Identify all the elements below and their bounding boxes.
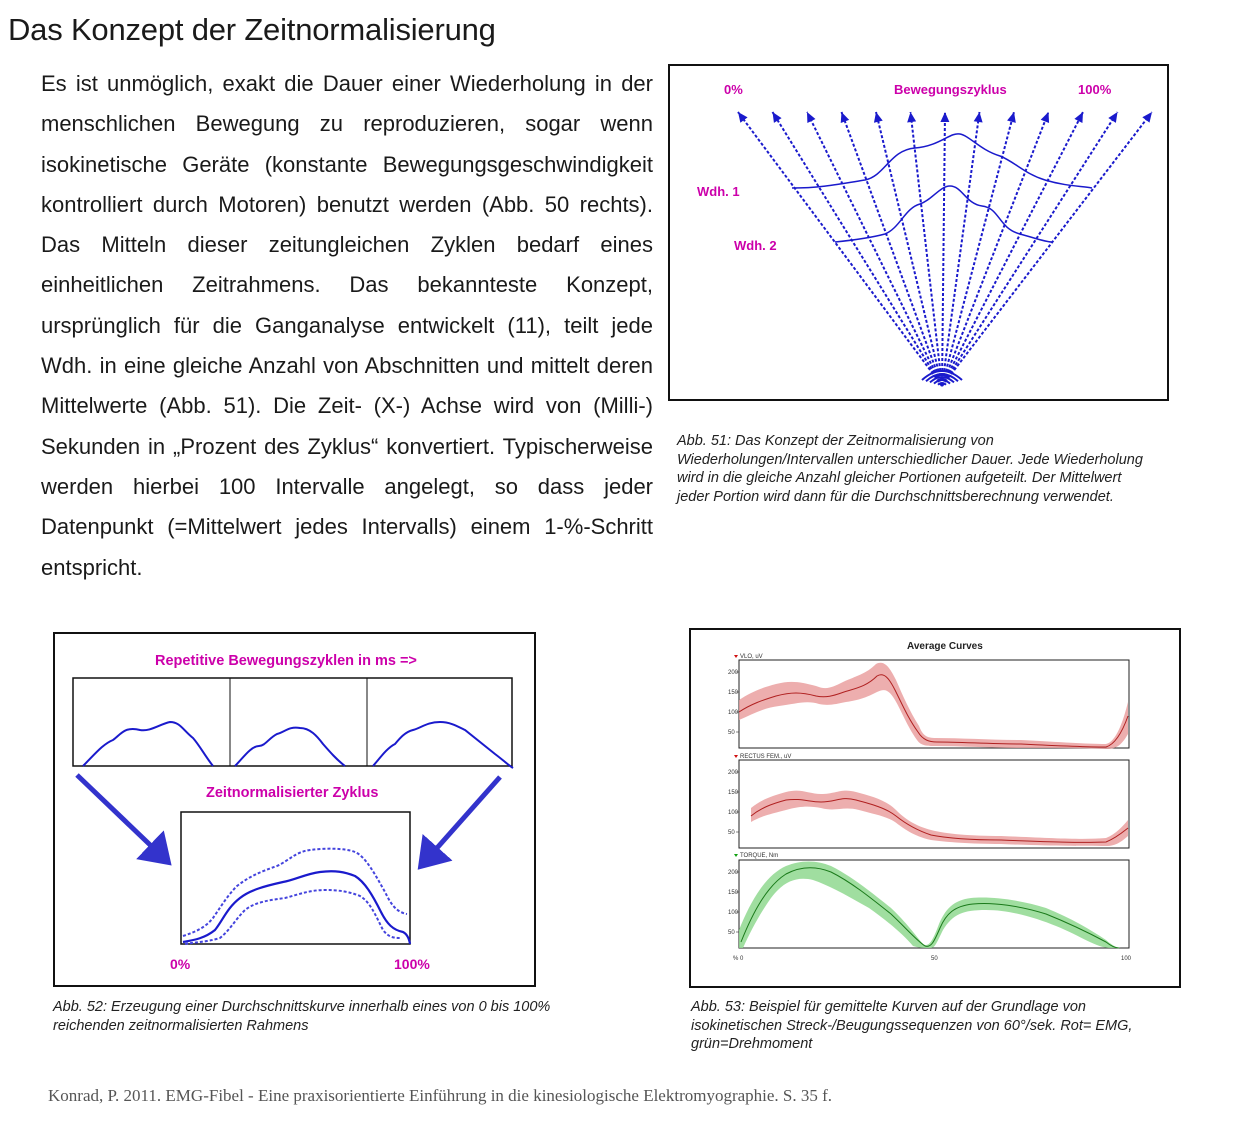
fan-arrowhead: [1108, 112, 1117, 123]
fan-line: [942, 112, 1083, 386]
fan-arrowhead: [738, 112, 748, 123]
figure-52-averaging: [53, 632, 536, 987]
citation-footer: Konrad, P. 2011. EMG-Fibel - Eine praxisorientierte Einführung in die kinesiologische Elektromyographie. S. 35 f.: [48, 1086, 833, 1105]
rectus-marker: [734, 755, 738, 758]
rep1-curve: [792, 134, 1092, 188]
upper-sd-curve: [183, 849, 407, 936]
ytick-label: 150: [728, 690, 739, 696]
ytick-label: 200: [728, 670, 739, 676]
mean-curve: [183, 871, 410, 944]
panel-vlo-label: VLO, uV: [740, 654, 763, 660]
cycle-curve-1: [83, 722, 213, 766]
cycle-curve-2: [235, 728, 345, 766]
figure-51-time-normalization: [668, 64, 1169, 401]
fan-line: [807, 112, 942, 386]
figure-53-average-curves: [689, 628, 1181, 988]
torque-marker: [734, 854, 738, 857]
fig51-label-rep1: Wdh. 1: [697, 184, 740, 199]
fig51-label-end: 100%: [1078, 82, 1112, 97]
fan-line: [942, 112, 1118, 386]
fan-arrowhead: [874, 112, 883, 123]
ytick-label: 150: [728, 790, 739, 796]
xtick-label: 100: [1121, 956, 1132, 962]
xtick-label: % 0: [733, 956, 744, 962]
fan-line: [942, 112, 1014, 386]
ytick-label: 100: [728, 910, 739, 916]
fan-arrowhead: [940, 112, 949, 122]
ytick-label: 200: [728, 870, 739, 876]
fan-arrowhead: [1142, 112, 1152, 123]
figure-52-caption: Abb. 52: Erzeugung einer Durchschnittskurve innerhalb eines von 0 bis 100% reichenden zeitnormalisierten Rahmens: [53, 999, 551, 1034]
body-paragraph: Es ist unmöglich, exakt die Dauer einer Wiederholung in der menschlichen Bewegung zu reproduzieren, sogar wenn isokinetische Geräte (konstante Bewegungsgeschwindigkeit kontrolliert durch Motoren) benutzt werden (Abb. 50 rechts). Das Mitteln dieser zeitungleichen Zyklen bedarf eines einheitlichen Zeitrahmens. Das bekannteste Konzept, ursprünglich für die Ganganalyse entwickelt (11), teilt jede Wdh. in eine gleiche Anzahl von Abschnitten und mittelt deren Mittelwerte (Abb. 51). Die Zeit- (X-) Achse wird von (Milli-) Sekunden in „Prozent des Zyklus“ konvertiert. Typischerweise werden hierbei 100 Intervalle angelegt, so dass jeder Datenpunkt (=Mittelwert jedes Intervalls) einem 1-%-Schritt entspricht.: [41, 71, 653, 580]
fig52-title-mid: Zeitnormalisierter Zyklus: [206, 785, 379, 801]
figure-51-diagram: [670, 66, 1167, 399]
panel-rectus-label: RECTUS FEM., uV: [740, 754, 792, 760]
figure-51-caption: Abb. 51: Das Konzept der Zeitnormalisierung von Wiederholungen/Intervallen unterschiedlicher Dauer. Jede Wiederholung wird in die gleiche Anzahl gleicher Portionen aufgeteilt. Der Mittelwert jeder Portion wird dann für die Durchschnittsberechnung verwendet.: [677, 433, 1143, 506]
figure-52-diagram: [55, 634, 534, 985]
ytick-label: 200: [728, 770, 739, 776]
lower-sd-curve: [185, 890, 401, 944]
fig51-label-start: 0%: [724, 82, 743, 97]
ytick-label: 50: [728, 730, 735, 736]
fan-line: [942, 112, 945, 386]
fig51-label-rep2: Wdh. 2: [734, 238, 777, 253]
fan-line: [942, 112, 1049, 386]
fan-line: [911, 112, 943, 386]
fan-arrowhead: [974, 112, 983, 123]
fan-line: [876, 112, 942, 386]
arrow-left: [77, 775, 168, 862]
ytick-label: 100: [728, 810, 739, 816]
ytick-label: 150: [728, 890, 739, 896]
cycle-curve-3: [373, 722, 513, 768]
arrow-right: [421, 777, 500, 866]
fig52-label-end: 100%: [394, 956, 430, 972]
fan-arrowhead: [907, 112, 916, 122]
page-title: Das Konzept der Zeitnormalisierung: [8, 12, 496, 47]
ytick-label: 50: [728, 830, 735, 836]
fig53-title: Average Curves: [907, 641, 983, 652]
figure-53-chart: [691, 630, 1179, 986]
fig51-label-center: Bewegungszyklus: [894, 82, 1007, 97]
xtick-label: 50: [931, 956, 938, 962]
panel-torque-label: TORQUE, Nm: [740, 853, 779, 859]
fan-arrowhead: [1041, 112, 1049, 123]
fig52-title-top: Repetitive Bewegungszyklen in ms =>: [155, 653, 417, 669]
figure-53-caption: Abb. 53: Beispiel für gemittelte Kurven auf der Grundlage von isokinetischen Streck-/Beugungssequenzen von 60°/sek. Rot= EMG, grün=Drehmoment: [691, 999, 1133, 1053]
ytick-label: 100: [728, 710, 739, 716]
fan-arrowhead: [841, 112, 849, 123]
ytick-label: 50: [728, 930, 735, 936]
fig52-label-start: 0%: [170, 956, 191, 972]
panel-vlo: [739, 660, 1129, 748]
vlo-marker: [734, 655, 738, 658]
